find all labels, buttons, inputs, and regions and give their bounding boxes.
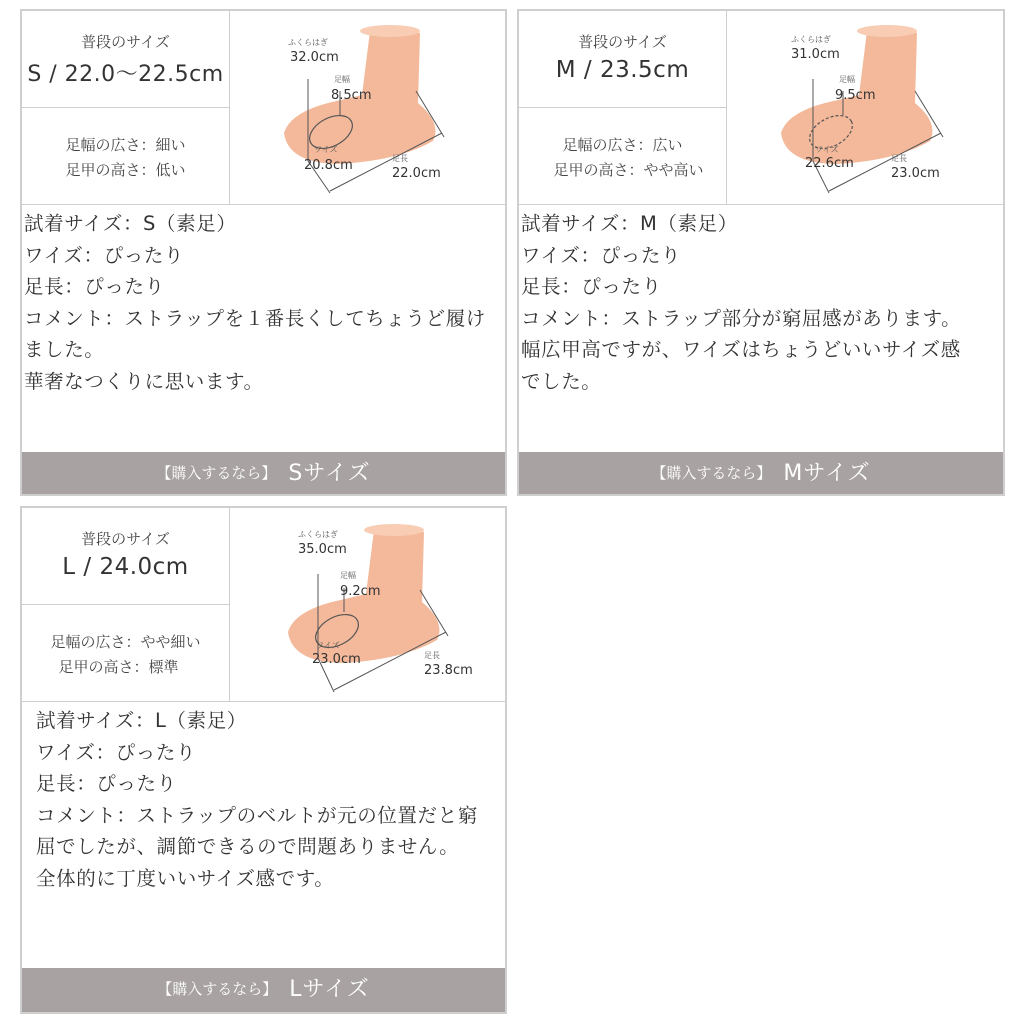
review-line: 足長：ぴったり xyxy=(521,275,662,298)
usual-size-box xyxy=(519,11,727,108)
buy-size-label: Sサイズ xyxy=(288,461,371,486)
length-label: 足長 xyxy=(424,651,440,660)
usual-size-value: L / 24.0cm xyxy=(62,554,189,580)
foot-feature-box xyxy=(22,108,230,204)
calf-value: 32.0cm xyxy=(290,50,339,65)
review-line: ワイズ：ぴったり xyxy=(24,243,185,267)
review-line: ワイズ：ぴったり xyxy=(521,243,682,267)
usual-size-value: S / 22.0〜22.5cm xyxy=(27,62,224,87)
calf-value: 35.0cm xyxy=(298,542,347,557)
review-line: ワイズ：ぴったり xyxy=(36,740,197,764)
foot-feature-box xyxy=(22,605,230,701)
foot-width-label: 足幅 xyxy=(340,571,356,580)
girth-value: 23.0cm xyxy=(312,652,361,667)
foot-width-value: 9.2cm xyxy=(340,584,381,599)
review-text xyxy=(24,208,499,397)
length-label: 足長 xyxy=(392,154,408,163)
foot-width-feature: 足幅の広さ：広い xyxy=(562,136,683,154)
calf-value: 31.0cm xyxy=(791,47,840,62)
usual-size-box xyxy=(22,11,230,108)
buy-size-button[interactable] xyxy=(22,968,505,1012)
review-line: でした。 xyxy=(521,369,602,393)
length-value: 22.0cm xyxy=(392,166,441,181)
foot-width-value: 9.5cm xyxy=(835,88,876,103)
girth-value: 22.6cm xyxy=(805,156,854,171)
review-line: 幅広甲高ですが、ワイズはちょうどいいサイズ感 xyxy=(521,338,961,361)
foot-feature-box xyxy=(519,108,727,204)
calf-label: ふくらはぎ xyxy=(298,530,338,539)
buy-prefix: 【購入するなら】 xyxy=(157,980,278,998)
foot-width-value: 8.5cm xyxy=(331,88,372,103)
review-line: 試着サイズ：S（素足） xyxy=(24,212,237,235)
buy-size-button[interactable] xyxy=(519,452,1003,494)
buy-size-label: Lサイズ xyxy=(289,977,370,1002)
foot-width-feature: 足幅の広さ：やや細い xyxy=(50,633,201,651)
card-header xyxy=(22,11,505,205)
usual-size-label: 普段のサイズ xyxy=(81,530,170,548)
foot-diagram xyxy=(230,11,505,204)
review-line: 足長：ぴったり xyxy=(24,275,165,298)
buy-size-button[interactable] xyxy=(22,452,505,494)
size-card-m xyxy=(517,9,1005,496)
calf-label: ふくらはぎ xyxy=(791,35,831,44)
review-line: コメント：ストラップを１番長くしてちょうど履け xyxy=(24,306,486,330)
foot-instep-feature: 足甲の高さ：低い xyxy=(65,161,186,179)
foot-diagram xyxy=(727,11,1003,204)
foot-instep-feature: 足甲の高さ：やや高い xyxy=(553,161,704,179)
review-text xyxy=(521,208,997,397)
girth-label: ワイズ xyxy=(314,145,338,154)
foot-instep-feature: 足甲の高さ：標準 xyxy=(58,658,179,676)
girth-label: ワイズ xyxy=(815,145,839,154)
review-line: コメント：ストラップ部分が窮屈感があります。 xyxy=(521,306,962,330)
foot-width-label: 足幅 xyxy=(334,75,350,84)
usual-size-label: 普段のサイズ xyxy=(578,33,667,51)
review-line: 試着サイズ：M（素足） xyxy=(521,212,738,235)
girth-value: 20.8cm xyxy=(304,158,353,173)
size-card-s xyxy=(20,9,507,496)
review-line: 試着サイズ：L（素足） xyxy=(36,709,247,732)
buy-prefix: 【購入するなら】 xyxy=(156,464,277,482)
usual-size-label: 普段のサイズ xyxy=(81,33,170,51)
length-label: 足長 xyxy=(891,154,907,163)
foot-width-feature: 足幅の広さ：細い xyxy=(65,136,186,154)
review-line: コメント：ストラップのベルトが元の位置だと窮 xyxy=(36,803,478,827)
review-line: 全体的に丁度いいサイズ感です。 xyxy=(36,866,335,890)
length-value: 23.8cm xyxy=(424,663,473,678)
usual-size-box xyxy=(22,508,230,605)
buy-prefix: 【購入するなら】 xyxy=(651,464,772,482)
calf-label: ふくらはぎ xyxy=(288,38,328,47)
length-value: 23.0cm xyxy=(891,166,940,181)
usual-size-value: M / 23.5cm xyxy=(555,57,690,83)
review-line: 屈でしたが、調節できるので問題ありません。 xyxy=(36,835,460,858)
buy-size-label: Mサイズ xyxy=(783,461,871,486)
review-line: ました。 xyxy=(24,338,105,361)
card-header xyxy=(22,508,505,702)
girth-label: ワイズ xyxy=(316,641,340,650)
foot-width-label: 足幅 xyxy=(839,75,855,84)
foot-diagram xyxy=(230,508,505,701)
review-line: 足長：ぴったり xyxy=(36,772,177,795)
review-text xyxy=(36,705,499,894)
review-line: 華奢なつくりに思います。 xyxy=(24,369,264,393)
card-header xyxy=(519,11,1003,205)
size-card-l xyxy=(20,506,507,1014)
